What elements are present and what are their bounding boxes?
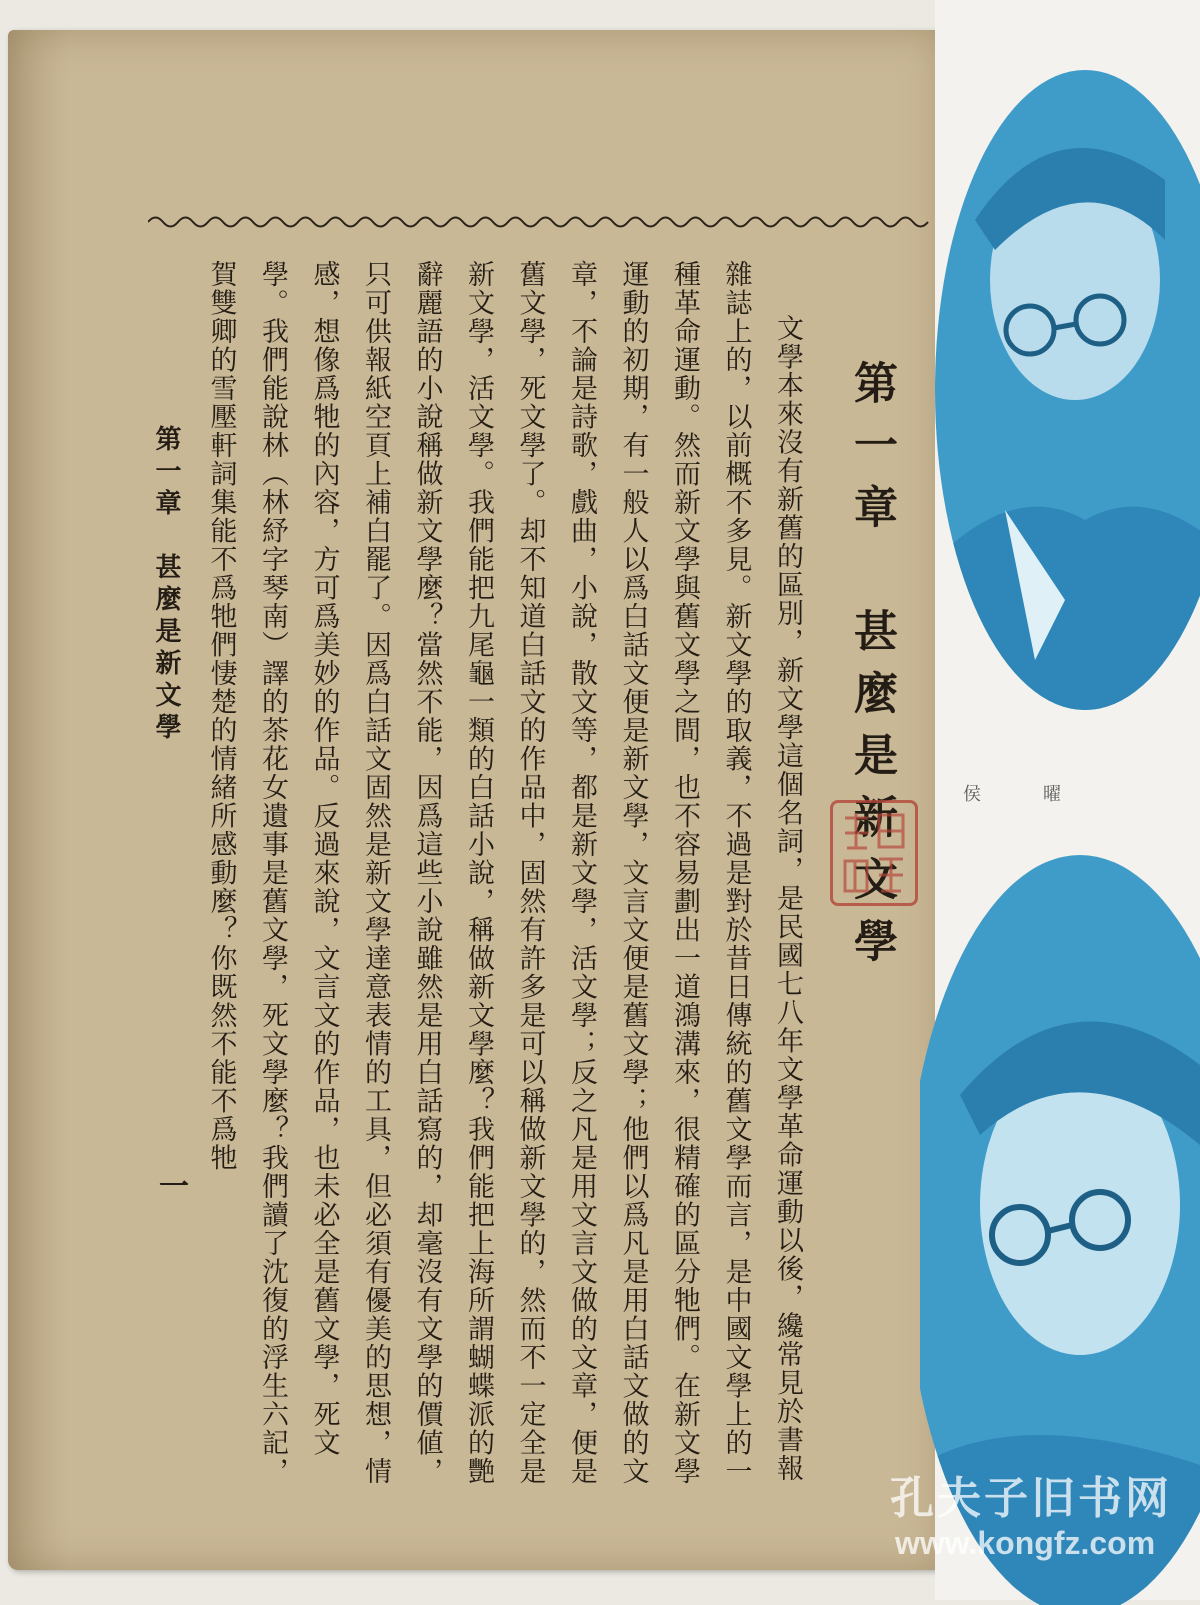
book-page xyxy=(8,30,943,1570)
page-edge-shadow xyxy=(8,30,68,1570)
photo-caption: 侯 曜 xyxy=(963,784,1083,805)
decorative-wavy-rule xyxy=(148,210,938,234)
watermark-url: www.kongfz.com xyxy=(895,1525,1156,1561)
vertical-text-block xyxy=(123,260,903,1490)
red-seal-stamp xyxy=(830,800,918,906)
running-head: 第一章 甚麼是新文學 xyxy=(151,425,181,745)
page-number: 一 xyxy=(153,1170,188,1200)
watermark-text: 孔夫子旧书网 xyxy=(890,1473,1172,1524)
body-paragraph: 文學本來沒有新舊的區別，新文學這個名詞，是民國七八年文學革命運動以後，纔常見於書報雜誌上的，以前概不多見。新文學的取義，不過是對於昔日傳統的舊文學而言，是中國文學上的一種革命運動。然而新文學與舊文學之間，也不容易劃出一道鴻溝來，很精確的區分牠們。在新文學運動的初期，有一般人以爲白話文便是新文學，文言文便是舊文學；他們以爲凡是用白話文做的文章，不論是詩歌，戲曲，小說，散文等，都是新文學，活文學；反之凡是用文言文做的文章，便是舊文學，死文學了。却不知道白話文的作品中，固然有許多是可以稱做新文學的，然而不一定全是新文學，活文學。我們能把九尾龜一類的白話小說，稱做新文學麼？我們能把上海所謂蝴蝶派的艷辭麗語的小說稱做新文學麼？當然不能，因爲這些小說雖然是用白話寫的，却毫沒有文學的價値，只可供報紙空頁上補白罷了。因爲白話文固然是新文學達意表情的工具，但必須有優美的思想，情感，想像爲牠的內容，方可爲美妙的作品。反過來說，文言文的作品，也未必全是舊文學，死文學。我們能說林（林紓字琴南）譯的茶花女遺事是舊文學，死文學麼？我們讀了沈復的浮生六記，賀雙卿的雪壓軒詞集能不爲牠們悽楚的情緒所感動麼？你既然不能不爲牠 xyxy=(205,260,803,1486)
chapter-title: 第一章 甚麼是新文學 xyxy=(846,360,897,980)
portrait-photo xyxy=(935,40,1200,760)
